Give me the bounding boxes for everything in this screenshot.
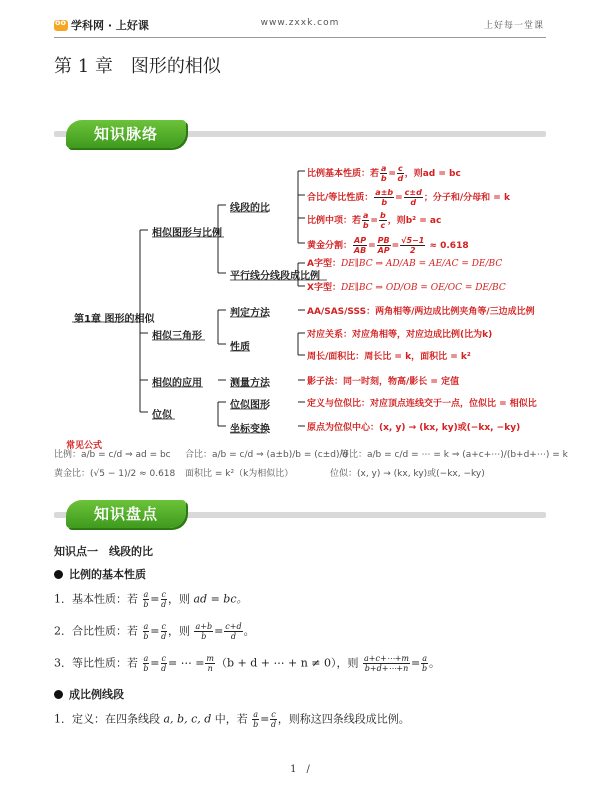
mindmap-leaf: 合比/等比性质： $\frac{a\pm b}{b}$ = $\frac{c\pm d}{d}$ ；分子和/分母和 = k	[307, 188, 510, 207]
section-title: 知识脉络	[93, 125, 158, 143]
mindmap-sub: 位似图形	[230, 400, 270, 411]
mindmap-leaf: 影子法：同一时刻，物高/影长 = 定值	[307, 377, 460, 387]
mindmap-leaf: 对应关系：对应角相等，对应边成比例(比为k)	[307, 330, 493, 340]
mindmap-branch: 位似	[152, 410, 172, 421]
site-slogan: 上好每一堂课	[483, 21, 544, 31]
section-title: 知识盘点	[93, 505, 158, 523]
mindmap-branch: 相似三角形	[152, 331, 202, 342]
property-item: 1．基本性质：若 $\frac{a}{b}$ = $\frac{c}{d}$ ，则 ad = bc。	[54, 590, 248, 609]
bullet-heading: 成比例线段	[54, 686, 124, 702]
chapter-name: 图形的相似	[130, 56, 221, 77]
mindmap-leaf: 比例中项：若 $\frac{a}{b}$ = $\frac{b}{c}$ ，则b² = ac	[307, 211, 442, 230]
formula-item: 等比：a/b = c/d = ⋯ = k ⇒ (a+c+⋯)/(b+d+⋯) = k	[340, 450, 568, 460]
mindmap-leaf: 黄金分割： $\frac{AP}{AB}$ = $\frac{PB}{AP}$ = $\frac{√5-1}{2}$ ≈ 0.618	[307, 236, 469, 255]
site-url: www.zxxk.com	[260, 18, 340, 28]
mindmap-sub: 线段的比	[230, 203, 270, 214]
formula-item: 位似：(x, y) → (kx, ky)或(−kx, −ky)	[330, 469, 485, 479]
mindmap-leaf: 原点为位似中心：(x, y) → (kx, ky)或(−kx, −ky)	[307, 423, 521, 433]
bullet-icon	[54, 570, 63, 579]
property-item: 3．等比性质：若 $\frac{a}{b}$ = $\frac{c}{d}$ = ⋯ = $\frac{m}{n}$ （b + d + ⋯ + n ≠ 0），则 $\frac{a+c+\cdots+m}{b+d+\cdots+n}$ = $\frac{a}{b}$ 。	[54, 654, 440, 673]
mindmap-branch: 相似的应用	[152, 378, 202, 389]
section-banner	[66, 500, 186, 528]
mindmap-leaf: 比例基本性质：若 $\frac{a}{b}$ = $\frac{c}{d}$ ，则ad = bc	[307, 164, 461, 183]
formula-item: 黄金比：(√5 − 1)/2 ≈ 0.618	[54, 469, 176, 479]
knowledge-point-title: 知识点一 线段的比	[54, 545, 153, 558]
bullet-heading: 比例的基本性质	[54, 566, 146, 582]
chapter-number: 第 1 章	[54, 56, 113, 77]
mindmap-leaf: A字型：DE∥BC ⇒ AD/AB = AE/AC = DE/BC	[307, 259, 503, 269]
logo-text: 学科网 · 上好课	[71, 19, 149, 32]
mindmap-sub: 平行线分线段成比例	[230, 271, 320, 282]
mindmap-sub: 判定方法	[230, 308, 270, 319]
mindmap-sub: 性质	[230, 342, 250, 353]
mindmap-leaf: 周长/面积比：周长比 = k，面积比 = k²	[307, 352, 471, 362]
mindmap-branch: 相似图形与比例	[152, 228, 222, 239]
mindmap-sub: 坐标变换	[230, 424, 270, 435]
mindmap-sub: 测量方法	[230, 378, 270, 389]
formula-item: 面积比 = k²（k为相似比）	[185, 469, 294, 479]
mindmap-leaf: AA/SAS/SSS：两角相等/两边成比例夹角等/三边成比例	[307, 307, 535, 317]
mindmap-leaf: X字型：DE∥BC ⇒ OD/OB = OE/OC = DE/BC	[307, 283, 506, 293]
page-number: 1 /	[290, 764, 310, 775]
bullet-icon	[54, 690, 63, 699]
mindmap-root: 第1章 图形的相似	[74, 314, 155, 325]
property-item: 1．定义：在四条线段 a, b, c, d 中，若 $\frac{a}{b}$ = $\frac{c}{d}$ ，则称这四条线段成比例。	[54, 710, 410, 729]
formula-item: 合比：a/b = c/d ⇒ (a±b)/b = (c±d)/d	[185, 450, 349, 460]
property-item: 2．合比性质：若 $\frac{a}{b}$ = $\frac{c}{d}$ ，则 $\frac{a+b}{b}$ = $\frac{c+d}{d}$ 。	[54, 622, 255, 641]
formula-item: 比例：a/b = c/d ⇒ ad = bc	[54, 450, 171, 460]
formulas-title: 常见公式	[66, 441, 103, 451]
mindmap-leaf: 定义与位似比：对应顶点连线交于一点，位似比 = 相似比	[307, 399, 537, 409]
